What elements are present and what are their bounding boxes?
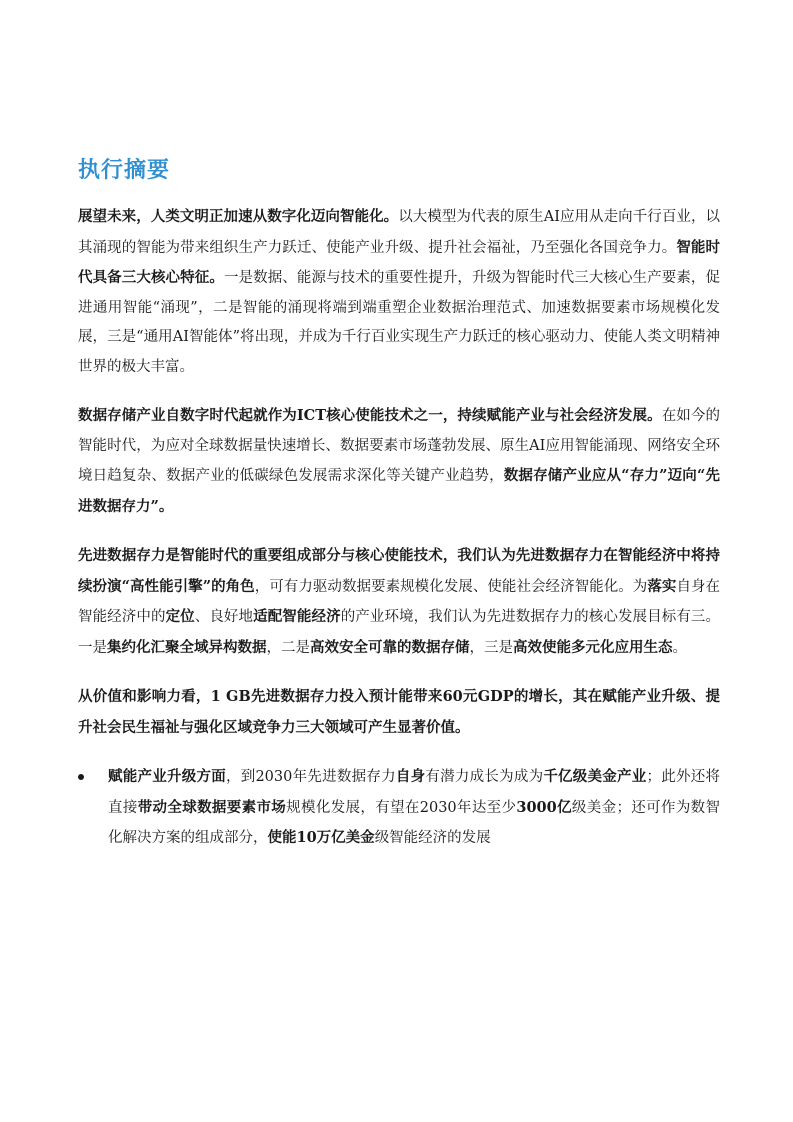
segment: 智能时代具备三大核心特征。 <box>78 238 720 286</box>
segment: 高效安全可靠的数据存储 <box>310 638 470 656</box>
paragraph <box>78 202 720 382</box>
segment: 以大模型为代表的原生AI应用从走向千行百业，以其涌现的智能为带来组织生产力跃迁、使能产业升级、提升社会福祉，乃至强化各国竞争力。 <box>78 209 721 256</box>
segment: 在如今的智能时代，为应对全球数据量快速增长、数据要素市场蓬勃发展、原生AI应用智能涌现、网络安全环境日趋复杂、数据产业的低碳绿色发展需求深化等关键产业趋势， <box>78 408 720 484</box>
bullet-item <box>78 762 720 854</box>
segment: 。 <box>672 639 687 656</box>
segment: 从价值和影响力看，1 GB先进数据存力投入预计能带来60元GDP的增长，其在赋能产业升级、提升社会民生福祉与强化区域竞争力三大领域可产生显著价值。 <box>78 688 720 736</box>
segment: ，二是 <box>266 639 310 656</box>
paragraph <box>78 682 720 743</box>
segment: 一是数据、能源与技术的重要性提升，升级为智能时代三大核心生产要素，促进通用智能“涌现”，二是智能的涌现将端到端重塑企业数据治理范式、加速数据要素市场规模化发展，三是“通用AI智能体”将出现，并成为千行百业实现生产力跃迁的核心驱动力、使能人类文明精神世界的极大丰富。 <box>78 270 721 375</box>
segment: 带动全球数据要素市场 <box>137 798 287 816</box>
segment: 3000亿 <box>516 798 572 816</box>
segment: 数据存储产业自数字时代起就作为ICT核心使能技术之一，持续赋能产业与社会经济发展。 <box>78 407 662 424</box>
segment: 数据存储产业应从“存力”迈向“先进数据存力”。 <box>78 467 720 515</box>
segment: ，三是 <box>469 639 513 656</box>
paragraph <box>78 401 720 522</box>
paragraph <box>78 541 720 663</box>
segment: 赋能产业升级方面 <box>108 768 226 785</box>
segment: 定位 <box>165 608 195 625</box>
segment: 使能10万亿美金 <box>267 829 375 846</box>
segment: 有潜力成长为成为 <box>425 769 544 785</box>
segment: ；此外还将直接 <box>108 769 721 816</box>
segment: 展望未来，人类文明正加速从数字化迈向智能化。 <box>78 208 399 225</box>
segment: 、良好地 <box>194 609 254 625</box>
segment: ，到2030年先进数据存力 <box>225 769 396 785</box>
segment: 落实 <box>647 577 677 595</box>
segment: 规模化发展，有望在2030年达至少 <box>286 799 517 816</box>
section-body <box>78 202 720 854</box>
segment: 集约化汇聚全域异构数据 <box>107 638 267 656</box>
segment: 的产业环境，我们认为先进数据存力的核心发展目标有三。一是 <box>78 609 721 656</box>
segment: 高效使能多元化应用生态 <box>513 638 673 656</box>
segment: 级智能经济的发展 <box>374 830 491 846</box>
segment: ，可有力驱动数据要素规模化发展、使能社会经济智能化。为 <box>254 578 648 595</box>
segment: 自身在智能经济中的 <box>78 578 721 625</box>
segment: 适配智能经济 <box>253 608 341 625</box>
segment: 先进数据存力是智能时代的重要组成部分与核心使能技术，我们认为先进数据存力在智能经济中将持续扮演“高性能引擎”的角色 <box>78 547 720 595</box>
section-title: 执行摘要 <box>78 158 171 183</box>
bullet-list <box>78 762 720 854</box>
segment: 级美金；还可作为数智化解决方案的组成部分， <box>108 799 721 846</box>
segment: 自身 <box>395 768 426 785</box>
segment: 千亿级美金产业 <box>543 768 647 785</box>
